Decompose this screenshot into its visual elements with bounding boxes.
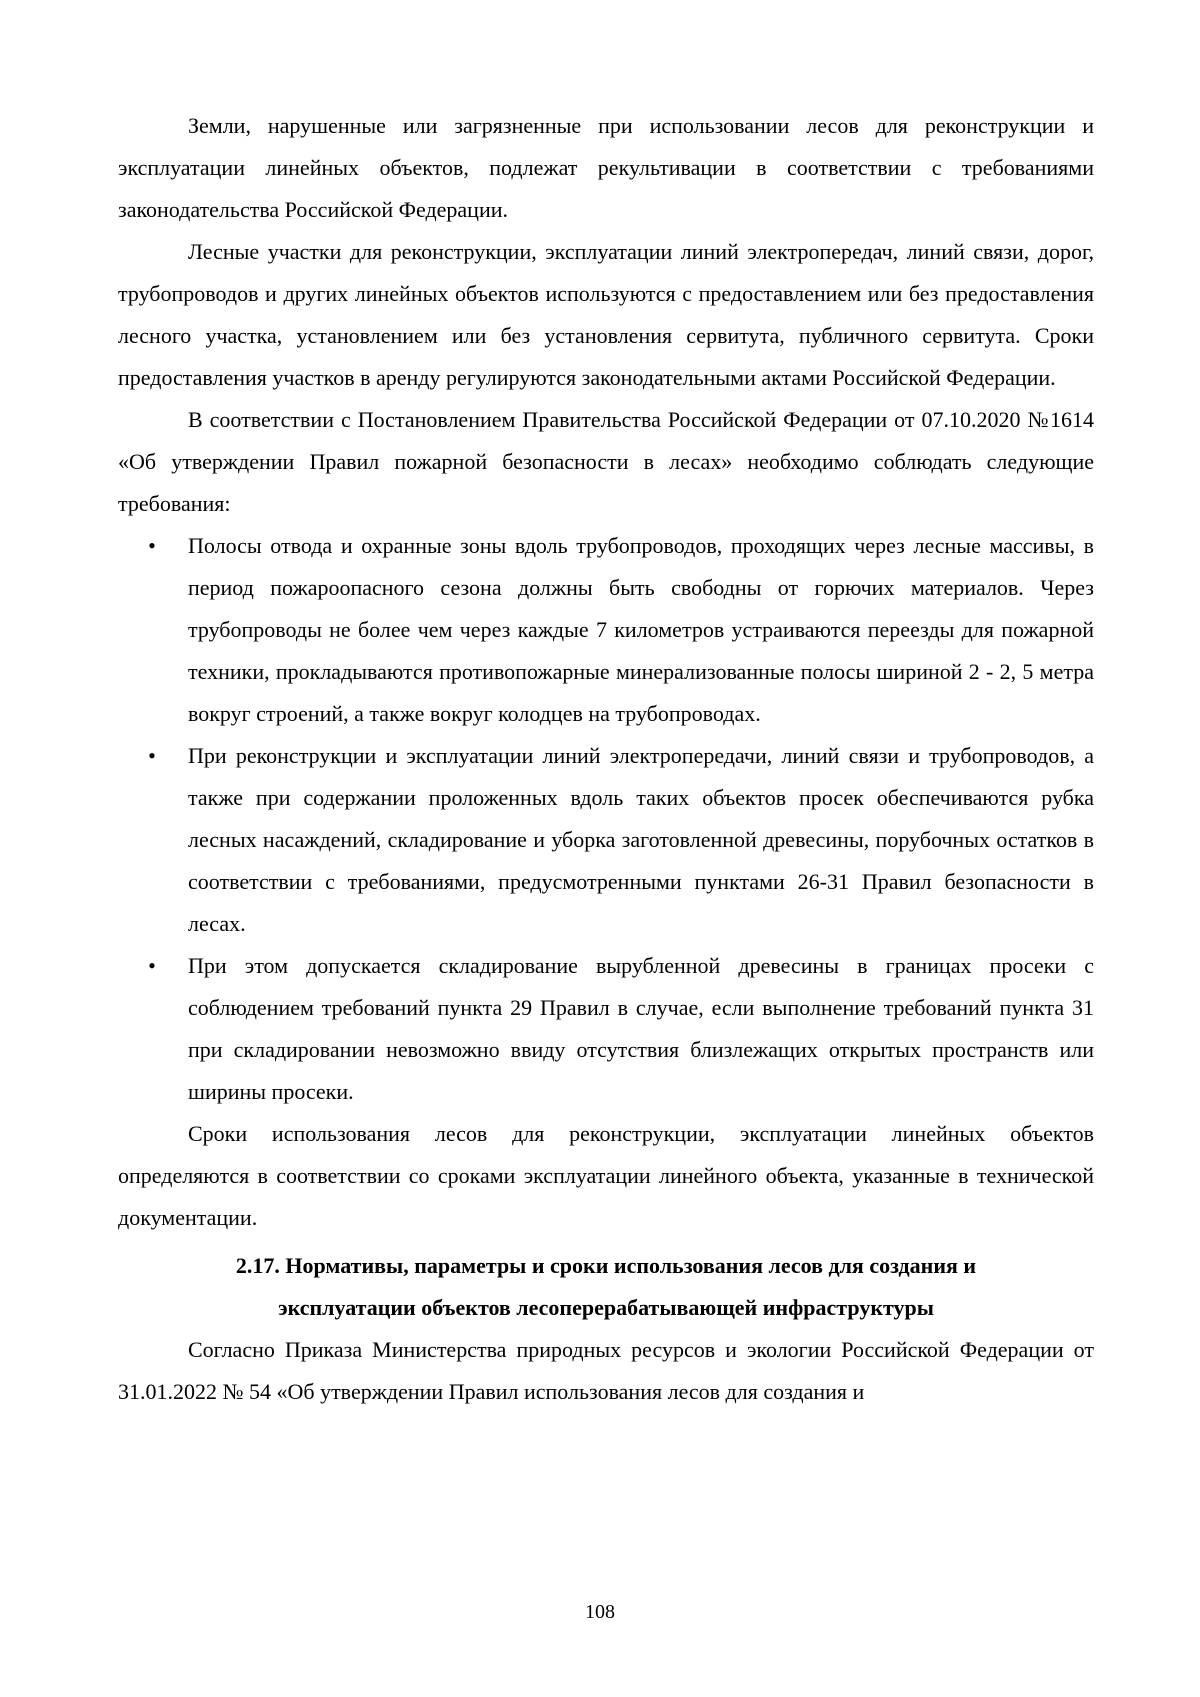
- list-item-text: При этом допускается складирование вырубленной древесины в границах просеки с соблюдением требований пункта 29 Правил в случае, если выполнение требований пункта 31 при складировании невозможно ввиду отсутствия близлежащих открытых пространств или ширины просеки.: [188, 953, 1094, 1104]
- paragraph-land-reclamation: Земли, нарушенные или загрязненные при использовании лесов для реконструкции и эксплуатации линейных объектов, подлежат рекультивации в соответствии с требованиями законодательства Российской Федерации.: [118, 113, 1094, 222]
- document-page: [118, 105, 1094, 1413]
- list-item: [118, 525, 1094, 735]
- bullet-icon: •: [148, 533, 156, 558]
- section-heading-line-1: 2.17. Нормативы, параметры и сроки использования лесов для создания и: [235, 1253, 977, 1278]
- list-item: [118, 735, 1094, 945]
- paragraph-forest-plots: Лесные участки для реконструкции, эксплуатации линий электропередач, линий связи, дорог, трубопроводов и других линейных объектов используются с предоставлением или без предоставления лесного участка, установлением или без установления сервитута, публичного сервитута. Сроки предоставления участков в аренду регулируются законодательными актами Российской Федерации.: [118, 239, 1094, 390]
- list-item-text: При реконструкции и эксплуатации линий электропередачи, линий связи и трубопроводов, а также при содержании проложенных вдоль таких объектов просек обеспечиваются рубка лесных насаждений, складирование и уборка заготовленной древесины, порубочных остатков в соответствии с требованиями, предусмотренными пунктами 26-31 Правил безопасности в лесах.: [188, 743, 1094, 936]
- section-heading: [118, 1245, 1094, 1329]
- bullet-icon: •: [148, 953, 156, 978]
- bullet-icon: •: [148, 743, 156, 768]
- paragraph-ministry-order: Согласно Приказа Министерства природных ресурсов и экологии Российской Федерации от 31.01.2022 № 54 «Об утверждении Правил использования лесов для создания и: [118, 1337, 1094, 1404]
- list-item: [118, 945, 1094, 1113]
- list-item-text: Полосы отвода и охранные зоны вдоль трубопроводов, проходящих через лесные массивы, в период пожароопасного сезона должны быть свободны от горючих материалов. Через трубопроводы не более чем через каждые 7 километров устраиваются переезды для пожарной техники, прокладываются противопожарные минерализованные полосы шириной 2 - 2, 5 метра вокруг строений, а также вокруг колодцев на трубопроводах.: [188, 533, 1094, 726]
- paragraph-fire-safety-decree: В соответствии с Постановлением Правительства Российской Федерации от 07.10.2020 №1614 «Об утверждении Правил пожарной безопасности в лесах» необходимо соблюдать следующие требования:: [118, 407, 1094, 516]
- page-number: 108: [585, 1601, 615, 1623]
- section-heading-line-2: эксплуатации объектов лесоперерабатывающей инфраструктуры: [278, 1295, 934, 1320]
- paragraph-usage-terms: Сроки использования лесов для реконструкции, эксплуатации линейных объектов определяются в соответствии со сроками эксплуатации линейного объекта, указанные в технической документации.: [118, 1121, 1094, 1230]
- requirements-list: [118, 525, 1094, 1113]
